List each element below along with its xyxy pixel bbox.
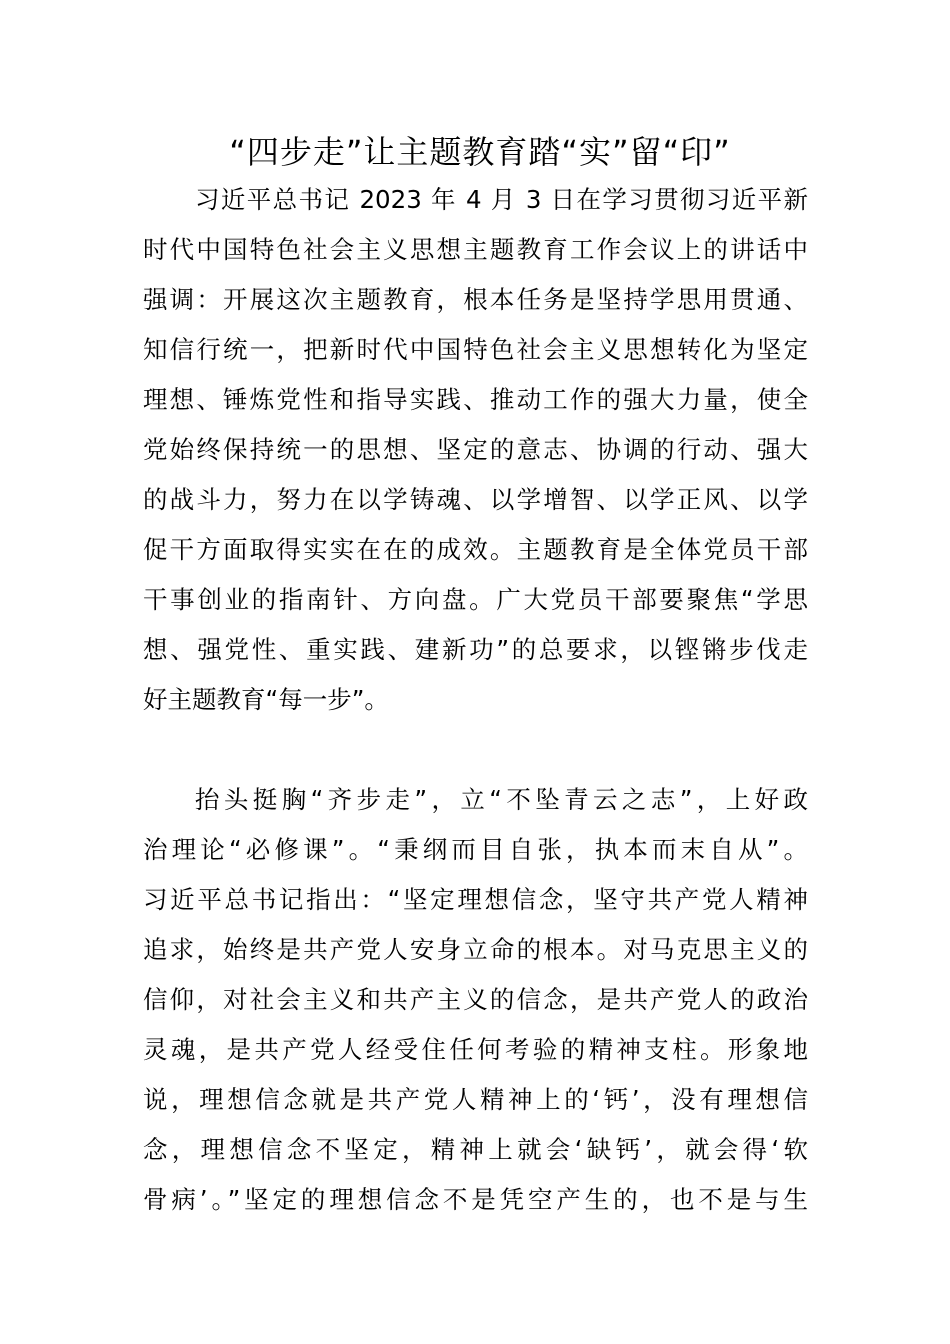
paragraph-1-line-10: 想、强党性、重实践、建新功”的总要求，以铿锵步伐走 [143,635,808,664]
document-title: “四步走”让主题教育踏“实”留“印” [229,133,731,171]
paragraph-2-line-5: 信仰，对社会主义和共产主义的信念，是共产党人的政治 [143,985,808,1014]
paragraph-1-line-9: 干事创业的指南针、方向盘。广大党员干部要聚焦“学思 [143,585,808,614]
paragraph-1-line-6: 党始终保持统一的思想、坚定的意志、协调的行动、强大 [143,435,808,464]
paragraph-1-line-8: 促干方面取得实实在在的成效。主题教育是全体党员干部 [143,535,808,564]
paragraph-2-line-6: 灵魂，是共产党人经受住任何考验的精神支柱。形象地 [143,1035,808,1064]
paragraph-2-line-1: 抬头挺胸“齐步走”，立“不坠青云之志”，上好政 [195,785,808,814]
paragraph-1-line-7: 的战斗力，努力在以学铸魂、以学增智、以学正风、以学 [143,485,808,514]
paragraph-1-line-3: 强调：开展这次主题教育，根本任务是坚持学思用贯通、 [143,285,808,314]
paragraph-2-line-8: 念，理想信念不坚定，精神上就会‘缺钙’，就会得‘软 [143,1135,808,1164]
paragraph-1-line-1: 习近平总书记 2023 年 4 月 3 日在学习贯彻习近平新 [195,185,808,214]
paragraph-2-line-4: 追求，始终是共产党人安身立命的根本。对马克思主义的 [143,935,808,964]
paragraph-1-line-5: 理想、锤炼党性和指导实践、推动工作的强大力量，使全 [143,385,808,414]
paragraph-2-line-9: 骨病’。”坚定的理想信念不是凭空产生的，也不是与生 [143,1185,808,1214]
paragraph-2-line-3: 习近平总书记指出：“坚定理想信念，坚守共产党人精神 [143,885,808,914]
paragraph-2-line-2: 治理论“必修课”。“秉纲而目自张，执本而末自从”。 [143,835,808,864]
paragraph-1-line-4: 知信行统一，把新时代中国特色社会主义思想转化为坚定 [143,335,808,364]
paragraph-2-line-7: 说，理想信念就是共产党人精神上的‘钙’，没有理想信 [143,1085,808,1114]
paragraph-1-line-11: 好主题教育“每一步”。 [143,685,389,714]
paragraph-1-line-2: 时代中国特色社会主义思想主题教育工作会议上的讲话中 [143,235,808,264]
